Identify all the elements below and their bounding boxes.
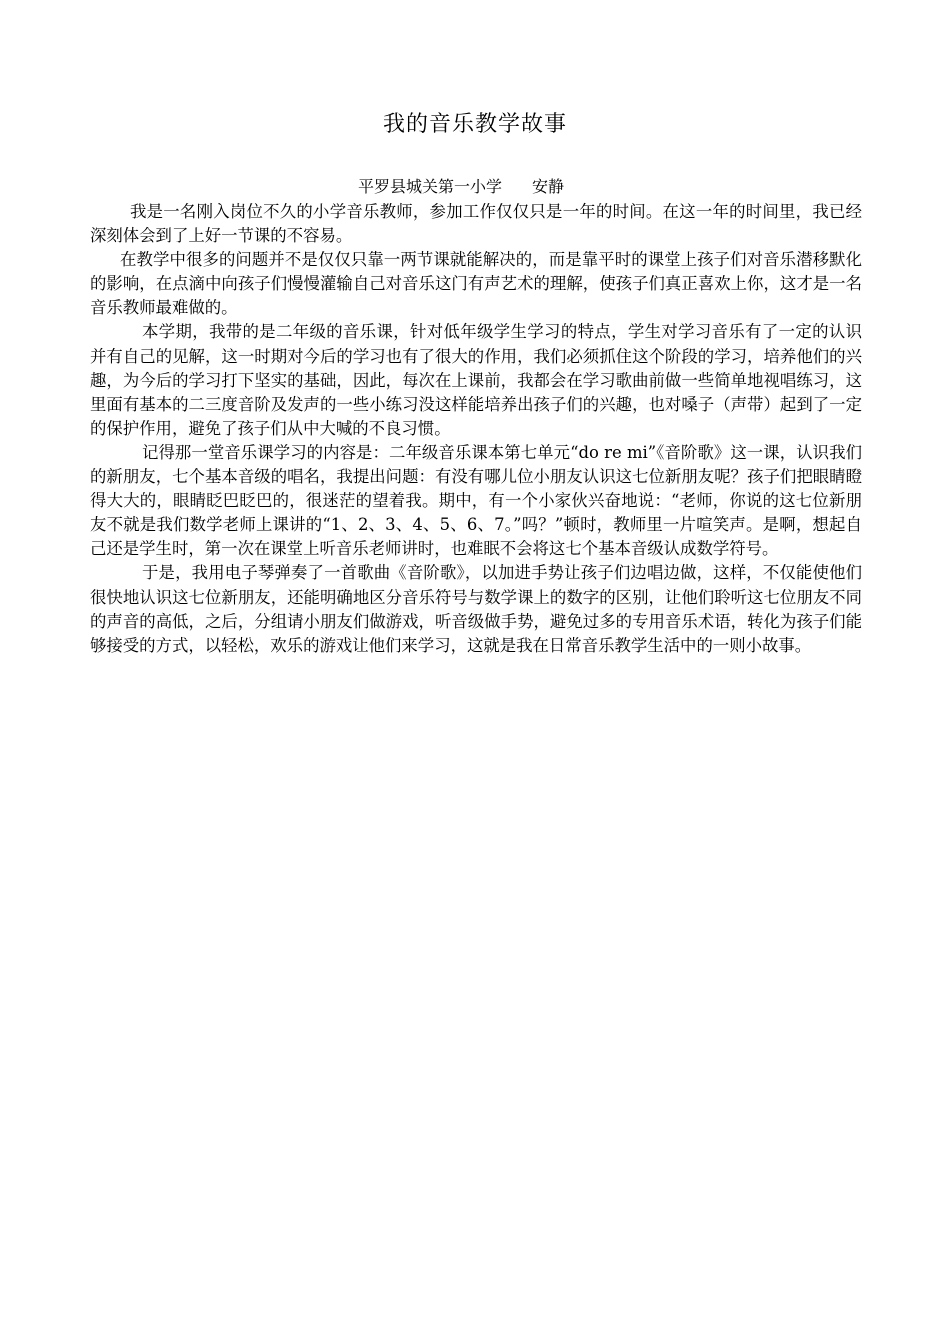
byline-school: 平罗县城关第一小学 (358, 177, 503, 196)
paragraph-5: 于是，我用电子琴弹奏了一首歌曲《音阶歌》，以加进手势让孩子们边唱边做，这样，不仅能使他们很快地认识这七位新朋友，还能明确地区分音乐符号与数学课上的数字的区别，让他们聆听这七位朋友不同的声音的高低，之后，分组请小朋友们做游戏，听音级做手势，避免过多的专用音乐术语，转化为孩子们能够接受的方式，以轻松，欢乐的游戏让他们来学习，这就是我在日常音乐教学生活中的一则小故事。 (90, 563, 862, 655)
byline (358, 175, 564, 199)
paragraph-4: 记得那一堂音乐课学习的内容是：二年级音乐课本第七单元“do re mi”《音阶歌》这一课，认识我们的新朋友，七个基本音级的唱名，我提出问题：有没有哪儿位小朋友认识这七位新朋友呢？孩子们把眼睛瞪得大大的，眼睛眨巴眨巴的，很迷茫的望着我。期中，有一个小家伙兴奋地说：“老师，你说的这七位新朋友不就是我们数学老师上课讲的“1、2、3、4、5、6、7。”吗？”顿时，教师里一片喧笑声。是啊，想起自己还是学生时，第一次在课堂上听音乐老师讲时，也难眠不会将这七个基本音级认成数学符号。 (90, 442, 862, 559)
byline-author: 安静 (532, 177, 565, 196)
document-body (90, 200, 862, 658)
document-title: 我的音乐教学故事 (382, 112, 567, 137)
paragraph-3: 本学期，我带的是二年级的音乐课，针对低年级学生学习的特点，学生对学习音乐有了一定的认识并有自己的见解，这一时期对今后的学习也有了很大的作用，我们必须抓住这个阶段的学习，培养他们的兴趣，为今后的学习打下坚实的基础，因此，每次在上课前，我都会在学习歌曲前做一些简单地视唱练习，这里面有基本的二三度音阶及发声的一些小练习没这样能培养出孩子们的兴趣，也对嗓子（声带）起到了一定的保护作用，避免了孩子们从中大喊的不良习惯。 (90, 322, 862, 438)
paragraph-2: 在教学中很多的问题并不是仅仅只靠一两节课就能解决的，而是靠平时的课堂上孩子们对音乐潜移默化的影响，在点滴中向孩子们慢慢灌输自己对音乐这门有声艺术的理解，使孩子们真正喜欢上你，这才是一名音乐教师最难做的。 (90, 250, 862, 318)
paragraph-1: 我是一名刚入岗位不久的小学音乐教师，参加工作仅仅只是一年的时间。在这一年的时间里，我已经深刻体会到了上好一节课的不容易。 (90, 202, 862, 246)
